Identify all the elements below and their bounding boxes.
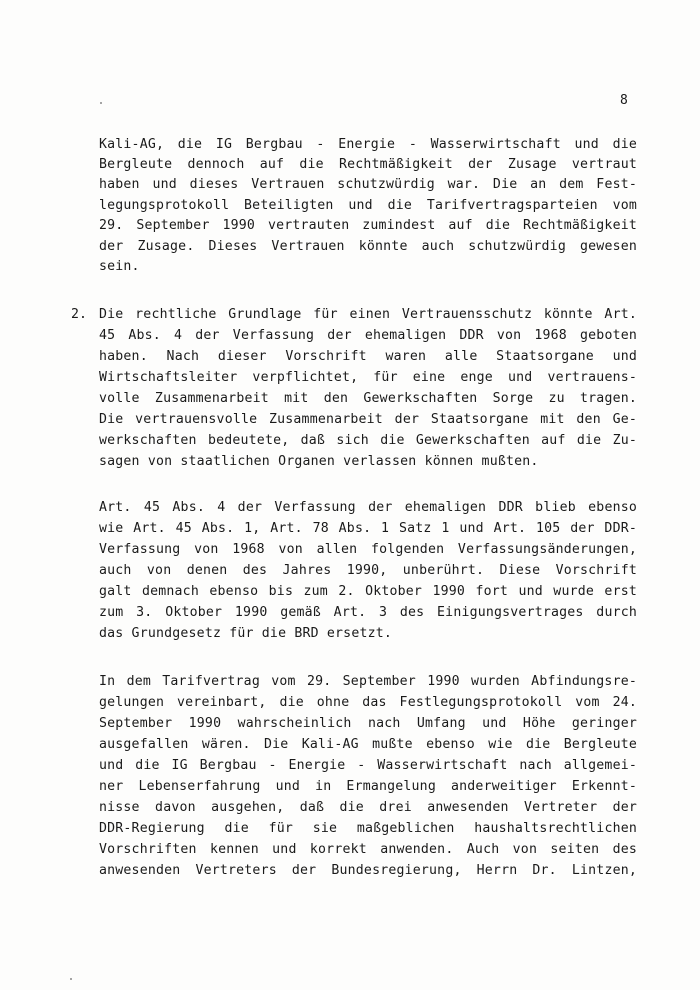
scan-speck	[100, 102, 102, 104]
paragraph-3-line-5: galt demnach ebenso bis zum 2. Oktober 1990 fort und wurde erst	[99, 584, 637, 599]
page-number: 8	[620, 93, 628, 108]
paragraph-3-line-1: Art. 45 Abs. 4 der Verfassung der ehemaligen DDR blieb ebenso	[99, 500, 637, 515]
paragraph-1-line-6: der Zusage. Dieses Vertrauen könnte auch schutzwürdig gewesen	[99, 239, 637, 254]
paragraph-2-line-6: Die vertrauensvolle Zusammenarbeit der Staatsorgane mit den Ge-	[99, 412, 637, 427]
paragraph-2-line-3: haben. Nach dieser Vorschrift waren alle Staatsorgane und	[99, 349, 637, 364]
paragraph-3-line-6: zum 3. Oktober 1990 gemäß Art. 3 des Einigungsvertrages durch	[99, 605, 637, 620]
paragraph-1-line-3: haben und dieses Vertrauen schutzwürdig war. Die an dem Fest-	[99, 177, 637, 192]
paragraph-4-line-5: und die IG Bergbau - Energie - Wasserwirtschaft nach allgemei-	[99, 758, 637, 773]
paragraph-3-line-3: Verfassung von 1968 von allen folgenden Verfassungsänderungen,	[99, 542, 637, 557]
paragraph-4-line-6: ner Lebenserfahrung und in Ermangelung anderweitiger Erkennt-	[99, 779, 637, 794]
paragraph-1-line-1: Kali-AG, die IG Bergbau - Energie - Wasserwirtschaft und die	[99, 137, 637, 152]
paragraph-3-line-7: das Grundgesetz für die BRD ersetzt.	[99, 626, 393, 641]
paragraph-4-line-2: gelungen vereinbart, die ohne das Festlegungsprotokoll vom 24.	[99, 695, 637, 710]
paragraph-4-line-1: In dem Tarifvertrag vom 29. September 1990 wurden Abfindungsre-	[99, 674, 637, 689]
paragraph-4-line-4: ausgefallen wären. Die Kali-AG mußte ebenso wie die Bergleute	[99, 737, 637, 752]
paragraph-4-line-10: anwesenden Vertreters der Bundesregierung, Herrn Dr. Lintzen,	[99, 863, 637, 878]
paragraph-4-line-9: Vorschriften kennen und korrekt anwenden. Auch von seiten des	[99, 842, 637, 857]
paragraph-1-line-2: Bergleute dennoch auf die Rechtmäßigkeit der Zusage vertraut	[99, 157, 637, 172]
paragraph-3-line-2: wie Art. 45 Abs. 1, Art. 78 Abs. 1 Satz 1 und Art. 105 der DDR-	[99, 521, 637, 536]
paragraph-2-line-8: sagen von staatlichen Organen verlassen können mußten.	[99, 454, 539, 469]
paragraph-2-line-2: 45 Abs. 4 der Verfassung der ehemaligen DDR von 1968 geboten	[99, 328, 637, 343]
paragraph-4-line-7: nisse davon ausgehen, daß die drei anwesenden Vertreter der	[99, 800, 637, 815]
paragraph-1-line-5: 29. September 1990 vertrauten zumindest auf die Rechtmäßigkeit	[99, 218, 637, 233]
paragraph-3-line-4: auch von denen des Jahres 1990, unberührt. Diese Vorschrift	[99, 563, 637, 578]
paragraph-2-line-7: werkschaften bedeutete, daß sich die Gewerkschaften auf die Zu-	[99, 433, 637, 448]
paragraph-2-line-4: Wirtschaftsleiter verpflichtet, für eine enge und vertrauens-	[99, 370, 637, 385]
list-marker-2: 2.	[71, 307, 87, 322]
paragraph-4-line-8: DDR-Regierung die für sie maßgeblichen haushaltsrechtlichen	[99, 821, 637, 836]
paragraph-1-line-4: legungsprotokoll Beteiligten und die Tarifvertragsparteien vom	[99, 198, 637, 213]
paragraph-1-line-7: sein.	[99, 259, 140, 274]
paragraph-2-line-5: volle Zusammenarbeit mit den Gewerkschaften Sorge zu tragen.	[99, 391, 637, 406]
scan-speck	[70, 978, 72, 980]
paragraph-4-line-3: September 1990 wahrscheinlich nach Umfang und Höhe geringer	[99, 716, 637, 731]
paragraph-2-line-1: Die rechtliche Grundlage für einen Vertrauensschutz könnte Art.	[99, 307, 637, 322]
